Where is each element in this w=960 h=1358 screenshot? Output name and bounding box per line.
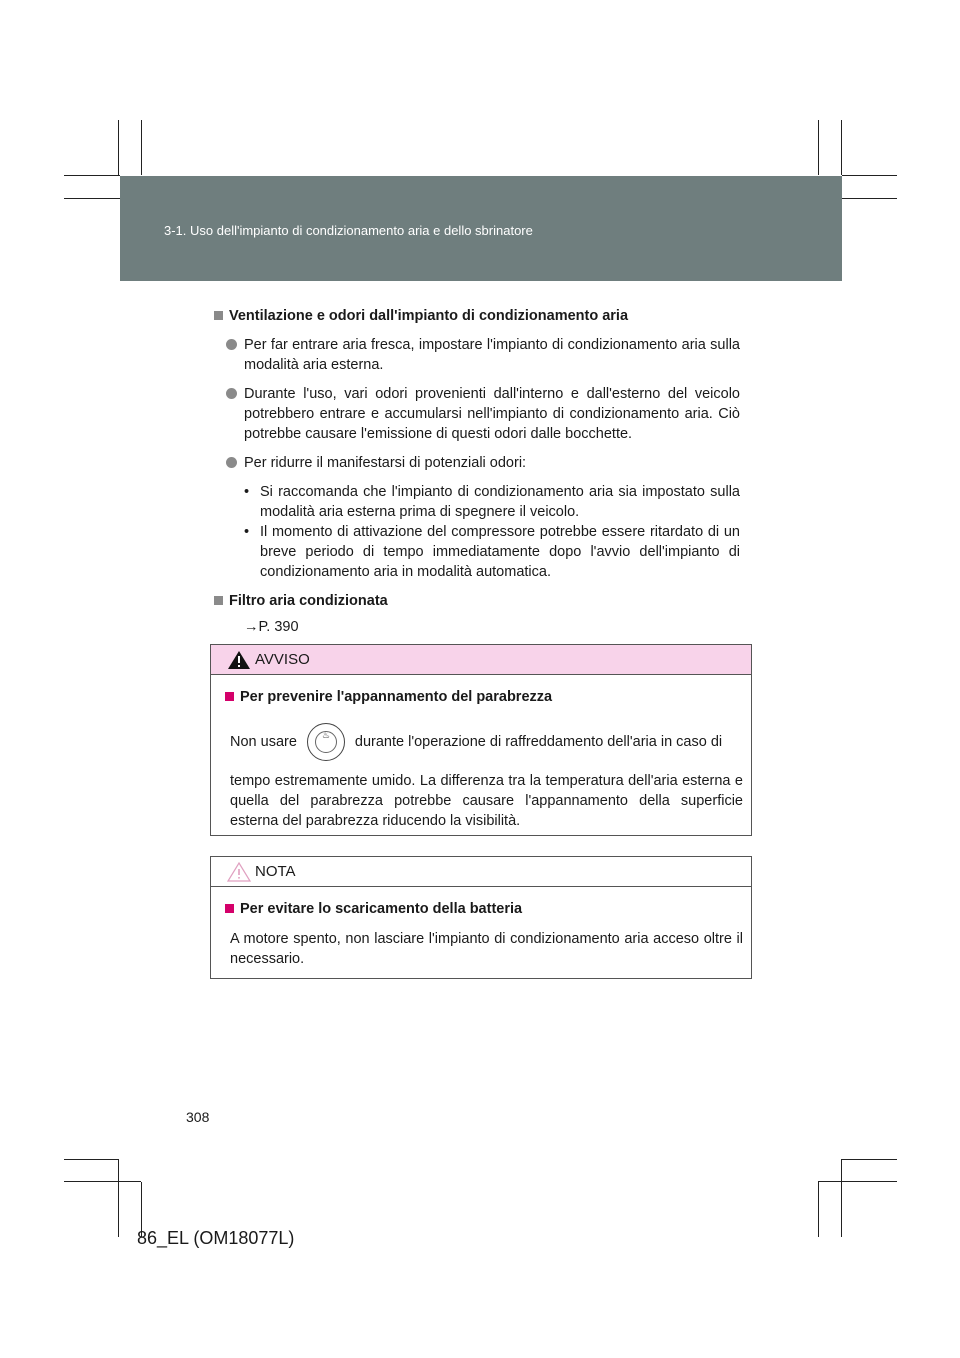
crop-mark [841,120,842,175]
warning-text: tempo estremamente umido. La differenza tra la temperatura dell'aria esterna e quella del parabrezza potrebbe causare l'appannamento della superficie esterna del parabrezza riducendo la visibilità. [230,773,743,829]
crop-mark [64,1181,141,1182]
square-bullet-icon [225,904,234,913]
note-text: A motore spento, non lasciare l'impianto di condizionamento aria acceso oltre il necessario. [230,931,743,967]
crop-mark [818,1181,897,1182]
sub-list-item: • Si raccomanda che l'impianto di condizionamento aria sia impostato sulla modalità aria esterna prima di spegnere il veicolo. [244,484,740,520]
warning-heading: Per prevenire l'appannamento del parabrezza [225,687,743,707]
warning-triangle-icon [227,650,251,670]
square-bullet-icon [225,692,234,701]
crop-mark [842,175,897,176]
crop-mark [118,1159,119,1237]
page-reference[interactable]: →P. 390 [244,619,299,635]
round-bullet-icon [226,457,237,468]
defog-button-icon: ♨ [307,723,345,761]
square-bullet-icon [214,311,223,320]
list-item: Per ridurre il manifestarsi di potenziali odori: [214,453,740,473]
crop-mark [842,198,897,199]
note-heading: Per evitare lo scaricamento della batteria [225,899,743,919]
crop-mark [841,1159,842,1237]
warning-box [210,644,752,836]
section-heading: Filtro aria condizionata [214,591,740,611]
note-box-header [211,857,751,887]
warning-icon-line: Non usare ♨ durante l'operazione di raffreddamento dell'aria in caso di [225,717,743,767]
crop-mark [841,1159,897,1160]
page-number: 308 [186,1109,210,1125]
sub-bullet-marker: • [244,484,250,500]
note-label: NOTA [255,863,296,880]
crop-mark [818,120,819,175]
header-band [120,176,842,281]
manual-code: 86_EL (OM18077L) [137,1228,295,1248]
crop-mark [118,120,119,175]
crop-mark [64,1159,119,1160]
warning-label: AVVISO [255,651,310,668]
warning-box-header [211,645,751,675]
crop-mark [141,120,142,175]
list-item: Per far entrare aria fresca, impostare l'impianto di condizionamento aria sulla modalità aria esterna. [214,335,740,375]
section-heading: Ventilazione e odori dall'impianto di condizionamento aria [214,306,740,326]
crop-mark [64,175,120,176]
sub-bullet-marker: • [244,524,250,540]
sub-list-item: • Il momento di attivazione del compressore potrebbe essere ritardato di un breve periodo di tempo immediatamente dopo l'avvio dell'impianto di condizionamento aria in modalità automatica. [244,524,740,580]
main-content [214,306,740,637]
list-item: Durante l'uso, vari odori provenienti dall'interno e dall'esterno del veicolo potrebbero entrare e accumularsi nell'impianto di condizionamento aria. Ciò potrebbe causare l'emissione di questi odori dalle bocchette. [214,384,740,444]
section-title: 3-1. Uso dell'impianto di condizionamento aria e dello sbrinatore [164,223,533,238]
note-box [210,856,752,979]
caution-triangle-icon [227,862,251,882]
crop-mark [818,1182,819,1237]
square-bullet-icon [214,596,223,605]
round-bullet-icon [226,339,237,350]
round-bullet-icon [226,388,237,399]
crop-mark [64,198,120,199]
